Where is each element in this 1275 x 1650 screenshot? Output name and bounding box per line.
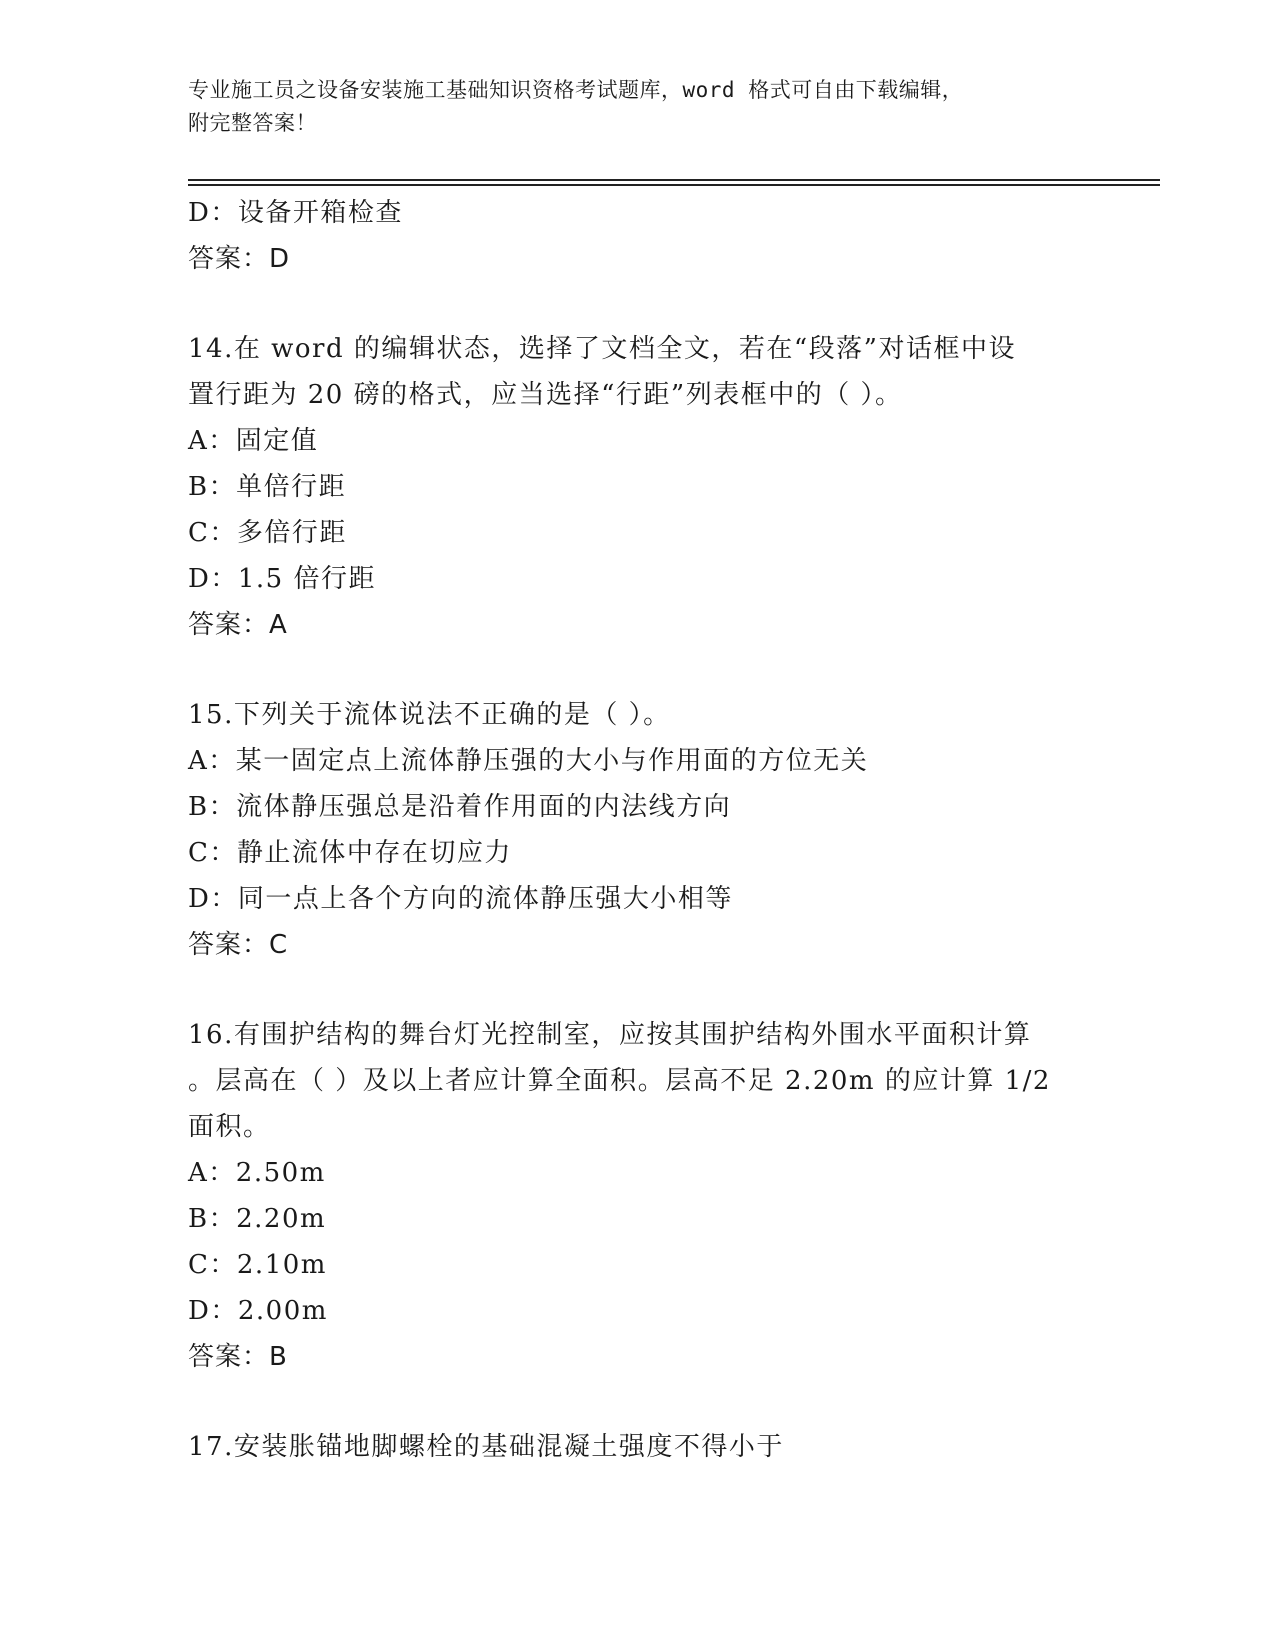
- stem-line: 15.下列关于流体说法不正确的是（ ）。: [188, 700, 671, 730]
- option-d: D：1.5 倍行距: [188, 564, 376, 594]
- stem-line: 14.在 word 的编辑状态，选择了文档全文，若在“段落”对话框中设: [188, 334, 1016, 364]
- document-header: [188, 74, 1088, 140]
- question-14: [188, 326, 1088, 648]
- option-a: A：某一固定点上流体静压强的大小与作用面的方位无关: [188, 746, 869, 776]
- answer-line: 答案：A: [188, 610, 288, 640]
- option-d: D：设备开箱检查: [188, 198, 403, 228]
- option-c: C：2.10m: [188, 1250, 327, 1280]
- answer-line: 答案：C: [188, 930, 289, 960]
- question-content: [188, 190, 1088, 1470]
- stem-line: 16.有围护结构的舞台灯光控制室，应按其围护结构外围水平面积计算: [188, 1020, 1032, 1050]
- option-d: D：2.00m: [188, 1296, 328, 1326]
- question-16: [188, 1012, 1088, 1380]
- stem-line: 面积。: [188, 1112, 271, 1142]
- question-stem: [188, 1424, 1088, 1470]
- stem-line: 置行距为 20 磅的格式，应当选择“行距”列表框中的（ ）。: [188, 380, 903, 410]
- header-divider-bottom: [188, 184, 1160, 186]
- option-a: A：2.50m: [188, 1158, 326, 1188]
- header-line-2: 附完整答案！: [188, 111, 317, 135]
- option-b: B：单倍行距: [188, 472, 347, 502]
- question-17: [188, 1424, 1088, 1470]
- question-stem: [188, 1012, 1088, 1150]
- header-line-1: 专业施工员之设备安装施工基础知识资格考试题库，word 格式可自由下载编辑，: [188, 78, 964, 102]
- header-divider-top: [188, 179, 1160, 181]
- stem-line: 17.安装胀锚地脚螺栓的基础混凝土强度不得小于: [188, 1432, 784, 1462]
- stem-line: 。层高在（ ）及以上者应计算全面积。层高不足 2.20m 的应计算 1/2: [188, 1066, 1051, 1096]
- option-a: A：固定值: [188, 426, 319, 456]
- answer-line: 答案：B: [188, 1342, 288, 1372]
- question-stem: [188, 326, 1088, 418]
- option-c: C：多倍行距: [188, 518, 347, 548]
- question-stem: [188, 692, 1088, 738]
- question-15: [188, 692, 1088, 968]
- option-c: C：静止流体中存在切应力: [188, 838, 512, 868]
- option-d: D：同一点上各个方向的流体静压强大小相等: [188, 884, 733, 914]
- answer-line: 答案：D: [188, 244, 291, 274]
- option-b: B：流体静压强总是沿着作用面的内法线方向: [188, 792, 732, 822]
- option-b: B：2.20m: [188, 1204, 327, 1234]
